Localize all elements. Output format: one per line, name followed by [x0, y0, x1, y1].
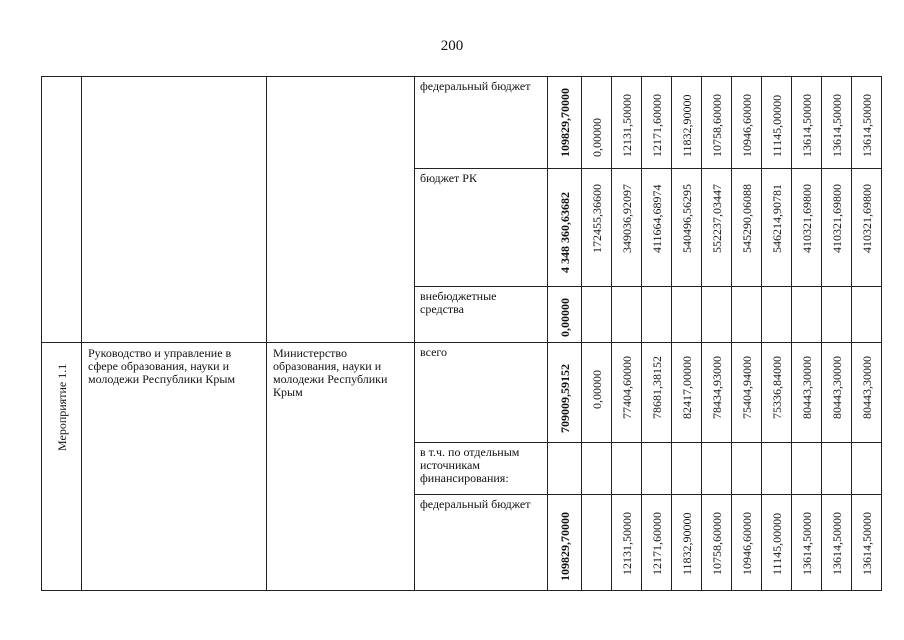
year-cell	[582, 77, 612, 169]
year-cell	[732, 169, 762, 287]
year-value: 172455,36600	[589, 184, 604, 253]
year-cell	[702, 443, 732, 495]
year-cell	[852, 495, 882, 591]
year-value: 11832,90000	[679, 94, 694, 157]
year-cell	[612, 495, 642, 591]
year-cell	[612, 77, 642, 169]
source-label: федеральный бюджет	[415, 495, 548, 591]
table-row	[42, 343, 882, 443]
year-value: 540496,56295	[679, 184, 694, 253]
year-value: 11145,00000	[769, 94, 784, 157]
year-cell	[852, 287, 882, 343]
year-value: 10946,60000	[739, 512, 754, 575]
year-cell	[732, 443, 762, 495]
year-cell	[792, 169, 822, 287]
year-cell	[792, 343, 822, 443]
year-cell	[582, 287, 612, 343]
year-cell	[612, 169, 642, 287]
year-value: 13614,50000	[799, 94, 814, 157]
year-cell	[612, 343, 642, 443]
measure-name: Руководство и управление в сфере образования, науки и молодежи Республики Крым	[82, 343, 267, 591]
year-cell	[702, 495, 732, 591]
year-value: 10758,60000	[709, 94, 724, 157]
year-cell	[642, 443, 672, 495]
year-value: 80443,30000	[859, 356, 874, 419]
year-cell	[762, 169, 792, 287]
year-cell	[762, 443, 792, 495]
year-value: 12131,50000	[619, 94, 634, 157]
source-label: бюджет РК	[415, 169, 548, 287]
year-value: 77404,60000	[619, 356, 634, 419]
total-value: 109829,70000	[557, 88, 572, 157]
total-value: 709009,59152	[557, 364, 572, 433]
page-number: 200	[440, 38, 464, 54]
year-cell	[762, 77, 792, 169]
budget-table	[41, 76, 882, 591]
empty-measure-cell	[42, 77, 82, 343]
year-value: 10758,60000	[709, 512, 724, 575]
year-value: 80443,30000	[829, 356, 844, 419]
year-cell	[672, 169, 702, 287]
year-cell	[822, 77, 852, 169]
year-cell	[642, 169, 672, 287]
year-cell	[672, 495, 702, 591]
year-cell	[642, 343, 672, 443]
year-cell	[852, 443, 882, 495]
year-value: 410321,69800	[829, 184, 844, 253]
year-value: 13614,50000	[799, 512, 814, 575]
year-cell	[582, 169, 612, 287]
year-value: 13614,50000	[829, 512, 844, 575]
year-cell	[762, 495, 792, 591]
total-cell	[548, 343, 582, 443]
year-value: 0,00000	[589, 118, 604, 157]
total-cell	[548, 169, 582, 287]
year-value: 82417,00000	[679, 356, 694, 419]
measure-label-cell	[42, 343, 82, 591]
year-cell	[822, 443, 852, 495]
year-value: 410321,69800	[859, 184, 874, 253]
empty-name-cell	[82, 77, 267, 343]
year-value: 12131,50000	[619, 512, 634, 575]
year-value: 11145,00000	[769, 512, 784, 575]
year-value: 13614,50000	[859, 94, 874, 157]
year-cell	[642, 77, 672, 169]
year-cell	[732, 287, 762, 343]
year-cell	[702, 287, 732, 343]
year-cell	[672, 77, 702, 169]
year-value: 349036,92097	[619, 184, 634, 253]
source-label: в т.ч. по отдельным источникам финансирования:	[415, 443, 548, 495]
year-cell	[582, 343, 612, 443]
year-value: 12171,60000	[649, 94, 664, 157]
year-cell	[582, 443, 612, 495]
year-cell	[702, 169, 732, 287]
empty-executor-cell	[267, 77, 415, 343]
total-cell	[548, 287, 582, 343]
year-value: 0,00000	[589, 370, 604, 409]
total-value: 0,00000	[557, 298, 572, 337]
table-row	[42, 77, 882, 169]
measure-executor: Министерство образования, науки и молодежи Республики Крым	[267, 343, 415, 591]
year-cell	[762, 343, 792, 443]
year-cell	[702, 343, 732, 443]
year-value: 410321,69800	[799, 184, 814, 253]
total-cell	[548, 77, 582, 169]
total-cell	[548, 443, 582, 495]
source-label: внебюджетные средства	[415, 287, 548, 343]
year-value: 13614,50000	[829, 94, 844, 157]
source-label: всего	[415, 343, 548, 443]
year-value: 80443,30000	[799, 356, 814, 419]
year-value: 10946,60000	[739, 94, 754, 157]
year-cell	[642, 495, 672, 591]
year-cell	[612, 287, 642, 343]
year-cell	[612, 443, 642, 495]
year-cell	[852, 77, 882, 169]
year-value: 545290,06088	[739, 184, 754, 253]
year-cell	[852, 169, 882, 287]
source-label: федеральный бюджет	[415, 77, 548, 169]
year-cell	[852, 343, 882, 443]
year-value: 12171,60000	[649, 512, 664, 575]
year-cell	[732, 343, 762, 443]
year-cell	[822, 343, 852, 443]
year-cell	[582, 495, 612, 591]
year-value: 78434,93000	[709, 356, 724, 419]
year-cell	[702, 77, 732, 169]
year-cell	[822, 287, 852, 343]
year-value: 75336,84000	[769, 356, 784, 419]
year-cell	[822, 495, 852, 591]
year-cell	[672, 443, 702, 495]
year-cell	[762, 287, 792, 343]
year-value: 411664,68974	[649, 184, 664, 253]
year-cell	[732, 495, 762, 591]
year-cell	[672, 287, 702, 343]
year-cell	[792, 77, 822, 169]
year-cell	[732, 77, 762, 169]
year-value: 75404,94000	[739, 356, 754, 419]
total-value: 109829,70000	[557, 512, 572, 581]
year-cell	[642, 287, 672, 343]
total-value: 4 348 360,63682	[557, 192, 572, 273]
year-cell	[792, 495, 822, 591]
year-value: 13614,50000	[859, 512, 874, 575]
year-value: 78681,38152	[649, 356, 664, 419]
year-value: 546214,90781	[769, 184, 784, 253]
measure-label: Мероприятие 1.1	[54, 363, 69, 451]
year-cell	[792, 443, 822, 495]
year-value: 11832,90000	[679, 512, 694, 575]
total-cell	[548, 495, 582, 591]
year-value: 552237,03447	[709, 184, 724, 253]
year-cell	[672, 343, 702, 443]
year-cell	[822, 169, 852, 287]
year-cell	[792, 287, 822, 343]
